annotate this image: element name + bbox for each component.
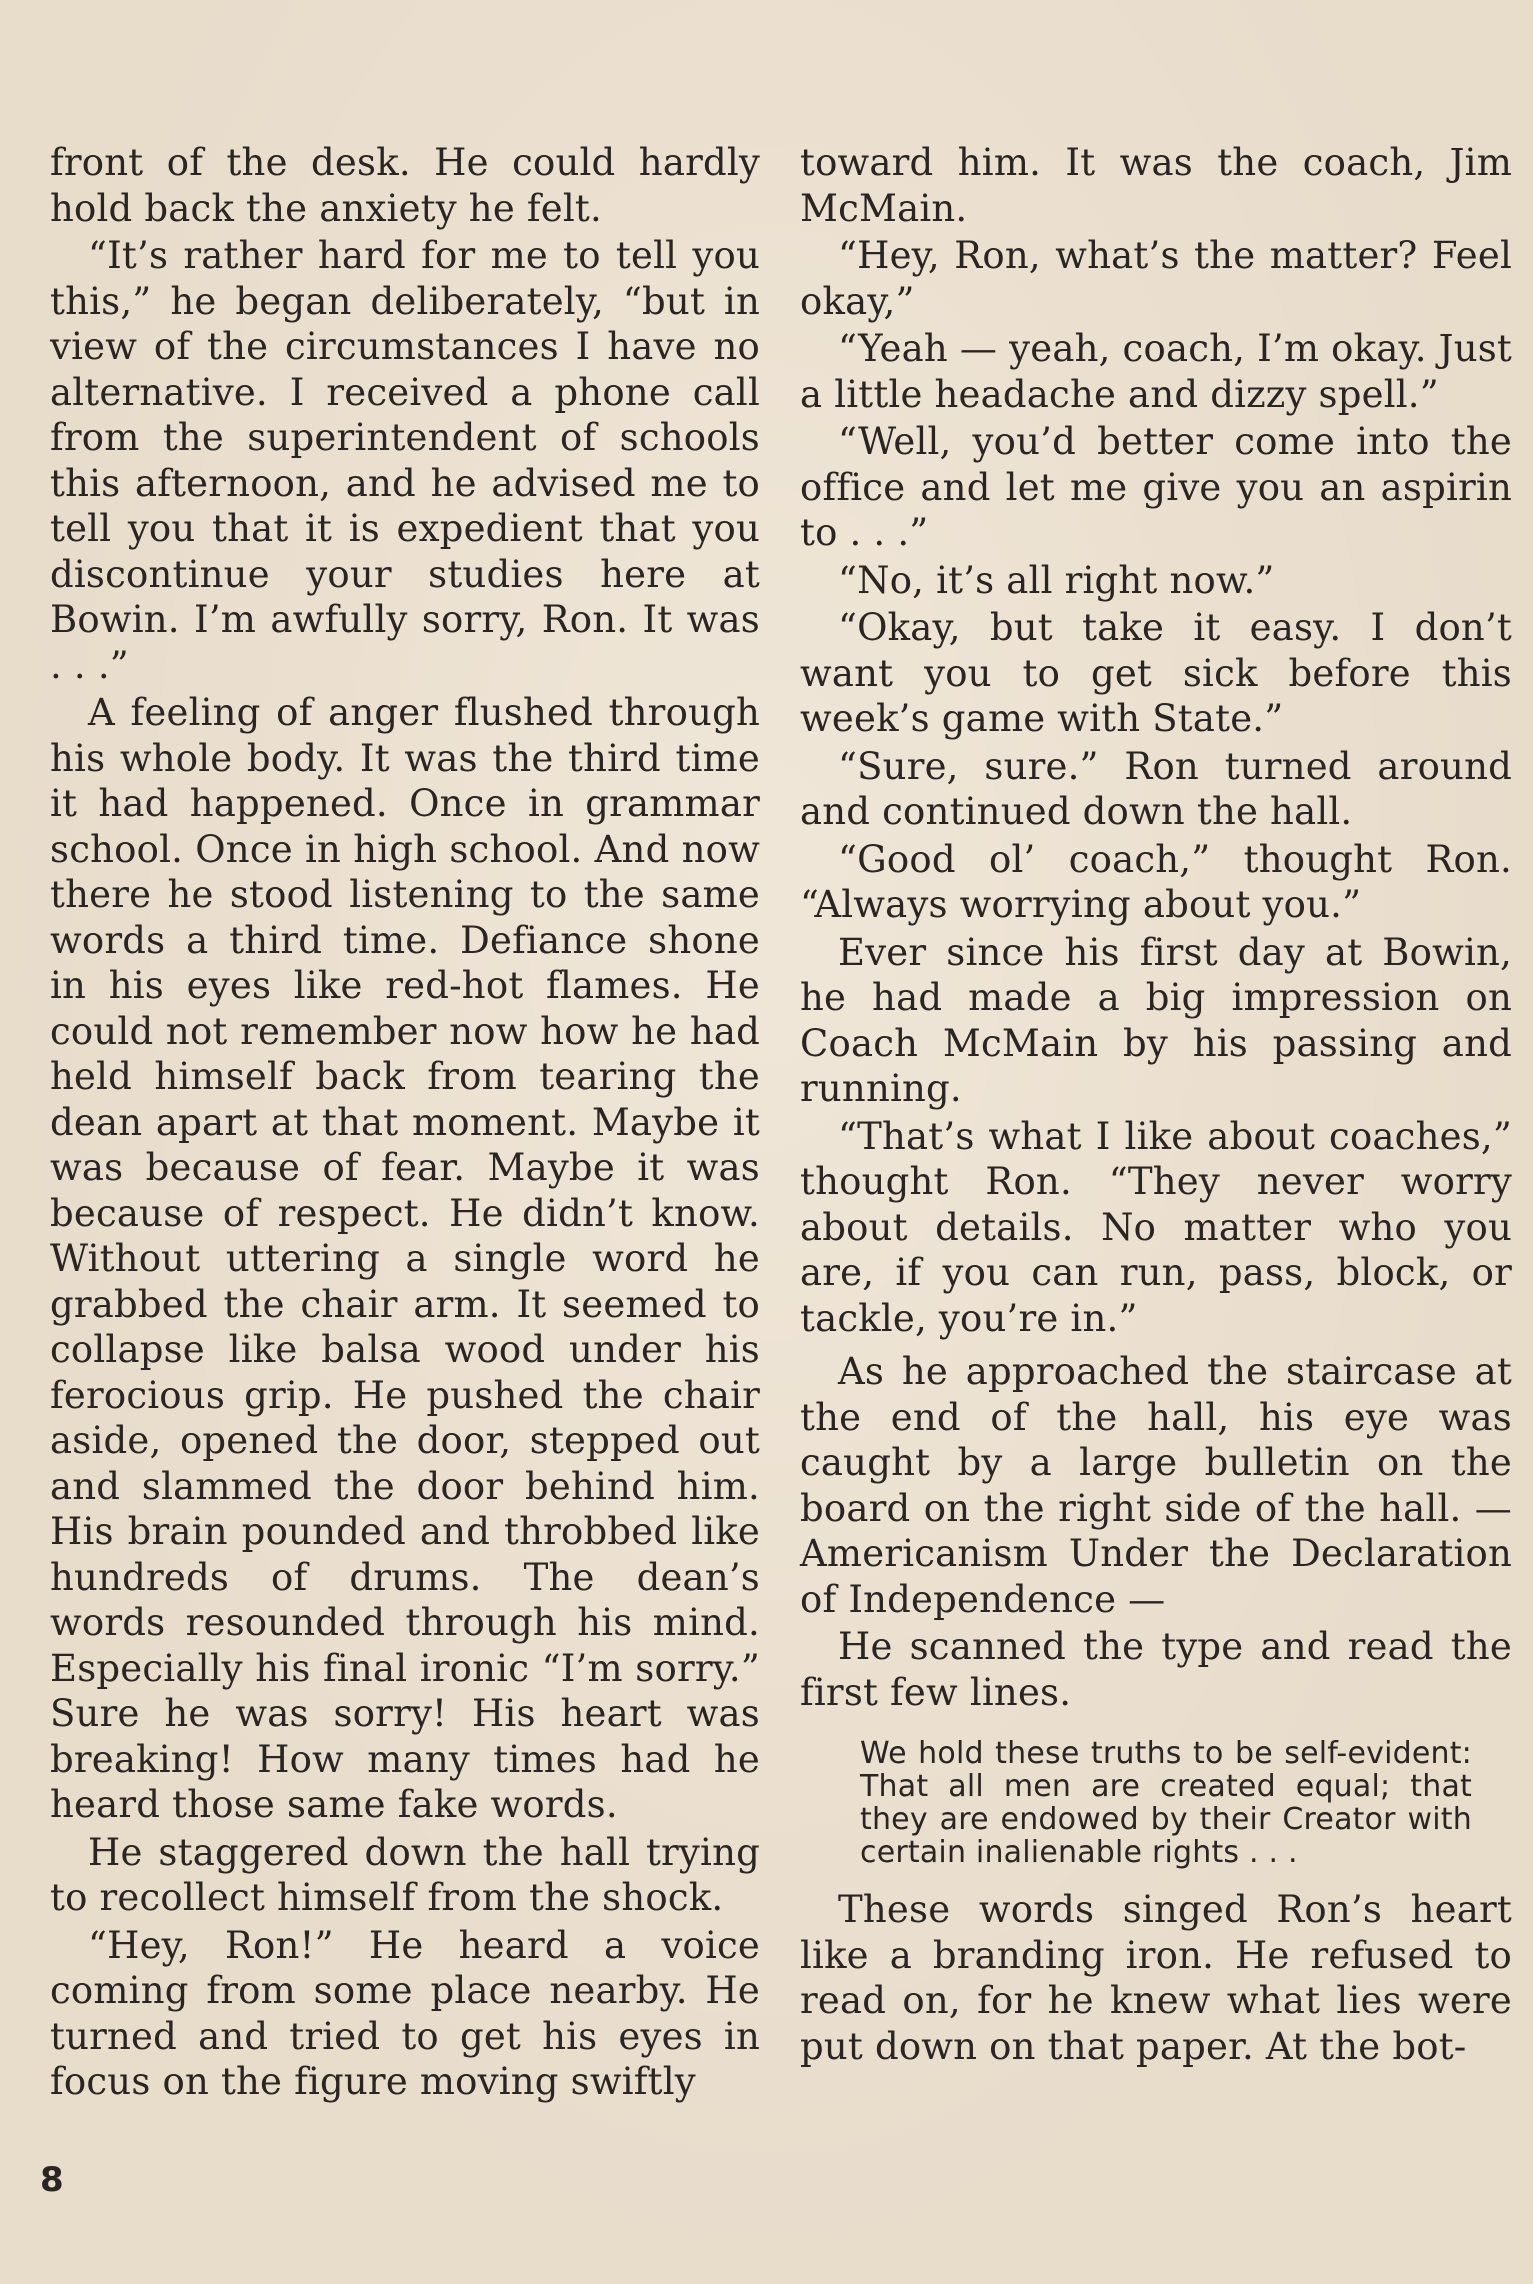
paragraph: He staggered down the hall trying to recollect himself from the shock.: [50, 1830, 760, 1919]
paragraph: “Hey, Ron, what’s the matter? Feel okay,”: [800, 234, 1512, 323]
paragraph: “Sure, sure.” Ron turned around and continued down the hall.: [800, 744, 1512, 833]
paragraph: He scanned the type and read the first few lines.: [800, 1625, 1512, 1714]
declaration-quote: We hold these truths to be self-evident: That all men are created equal; that they are endowed by their Creator with certain inalienable rights . . .: [860, 1736, 1472, 1870]
paragraph: “It’s rather hard for me to tell you this,” he began deliberately, “but in view of the circumstances I have no alternative. I received a phone call from the superintendent of schools this afternoon, and he advised me to tell you that it is expedient that you discontinue your studies here at Bowin. I’m awfully sorry, Ron. It was . . .”: [50, 234, 760, 687]
paragraph: toward him. It was the coach, Jim McMain.: [800, 141, 1512, 230]
paragraph: “Hey, Ron!” He heard a voice coming from some place nearby. He turned and tried to get his eyes in focus on the figure moving swiftly: [50, 1923, 760, 2103]
paragraph: “Well, you’d better come into the office and let me give you an aspirin to . . .”: [800, 420, 1512, 554]
page-number: 8: [40, 2160, 64, 2200]
paragraph: “Yeah — yeah, coach, I’m okay. Just a little headache and dizzy spell.”: [800, 327, 1512, 416]
paragraph: Ever since his first day at Bowin, he had made a big impression on Coach McMain by his passing and running.: [800, 930, 1512, 1110]
paragraph: “That’s what I like about coaches,” thought Ron. “They never worry about details. No matter who you are, if you can run, pass, block, or tackle, you’re in.”: [800, 1114, 1512, 1340]
paragraph: As he approached the staircase at the end of the hall, his eye was caught by a large bulletin on the board on the right side of the hall. — Americanism Under the Declaration of Independence —: [800, 1350, 1512, 1621]
paragraph: “Good ol’ coach,” thought Ron. “Always worrying about you.”: [800, 837, 1512, 926]
left-text-column: [50, 140, 760, 2107]
paragraph: front of the desk. He could hardly hold back the anxiety he felt.: [50, 141, 760, 230]
paragraph: “No, it’s all right now.”: [838, 558, 1275, 602]
paragraph: These words singed Ron’s heart like a branding iron. He refused to read on, for he knew what lies were put down on that paper. At the bot-: [800, 1888, 1512, 2068]
paragraph: “Okay, but take it easy. I don’t want you to get sick before this week’s game with State.”: [800, 606, 1512, 740]
right-text-column: [800, 140, 1512, 2071]
paragraph: A feeling of anger flushed through his whole body. It was the third time it had happened. Once in grammar school. Once in high school. And now there he stood listening to the same words a third time. Defiance shone in his eyes like red-hot flames. He could not remember now how he had held himself back from tearing the dean apart at that moment. Maybe it was because of fear. Maybe it was because of respect. He didn’t know. Without uttering a single word he grabbed the chair arm. It seemed to collapse like balsa wood under his ferocious grip. He pushed the chair aside, opened the door, stepped out and slammed the door behind him. His brain pounded and throbbed like hundreds of drums. The dean’s words resounded through his mind. Especially his final ironic “I’m sorry.” Sure he was sorry! His heart was breaking! How many times had he heard those same fake words.: [50, 691, 760, 1826]
